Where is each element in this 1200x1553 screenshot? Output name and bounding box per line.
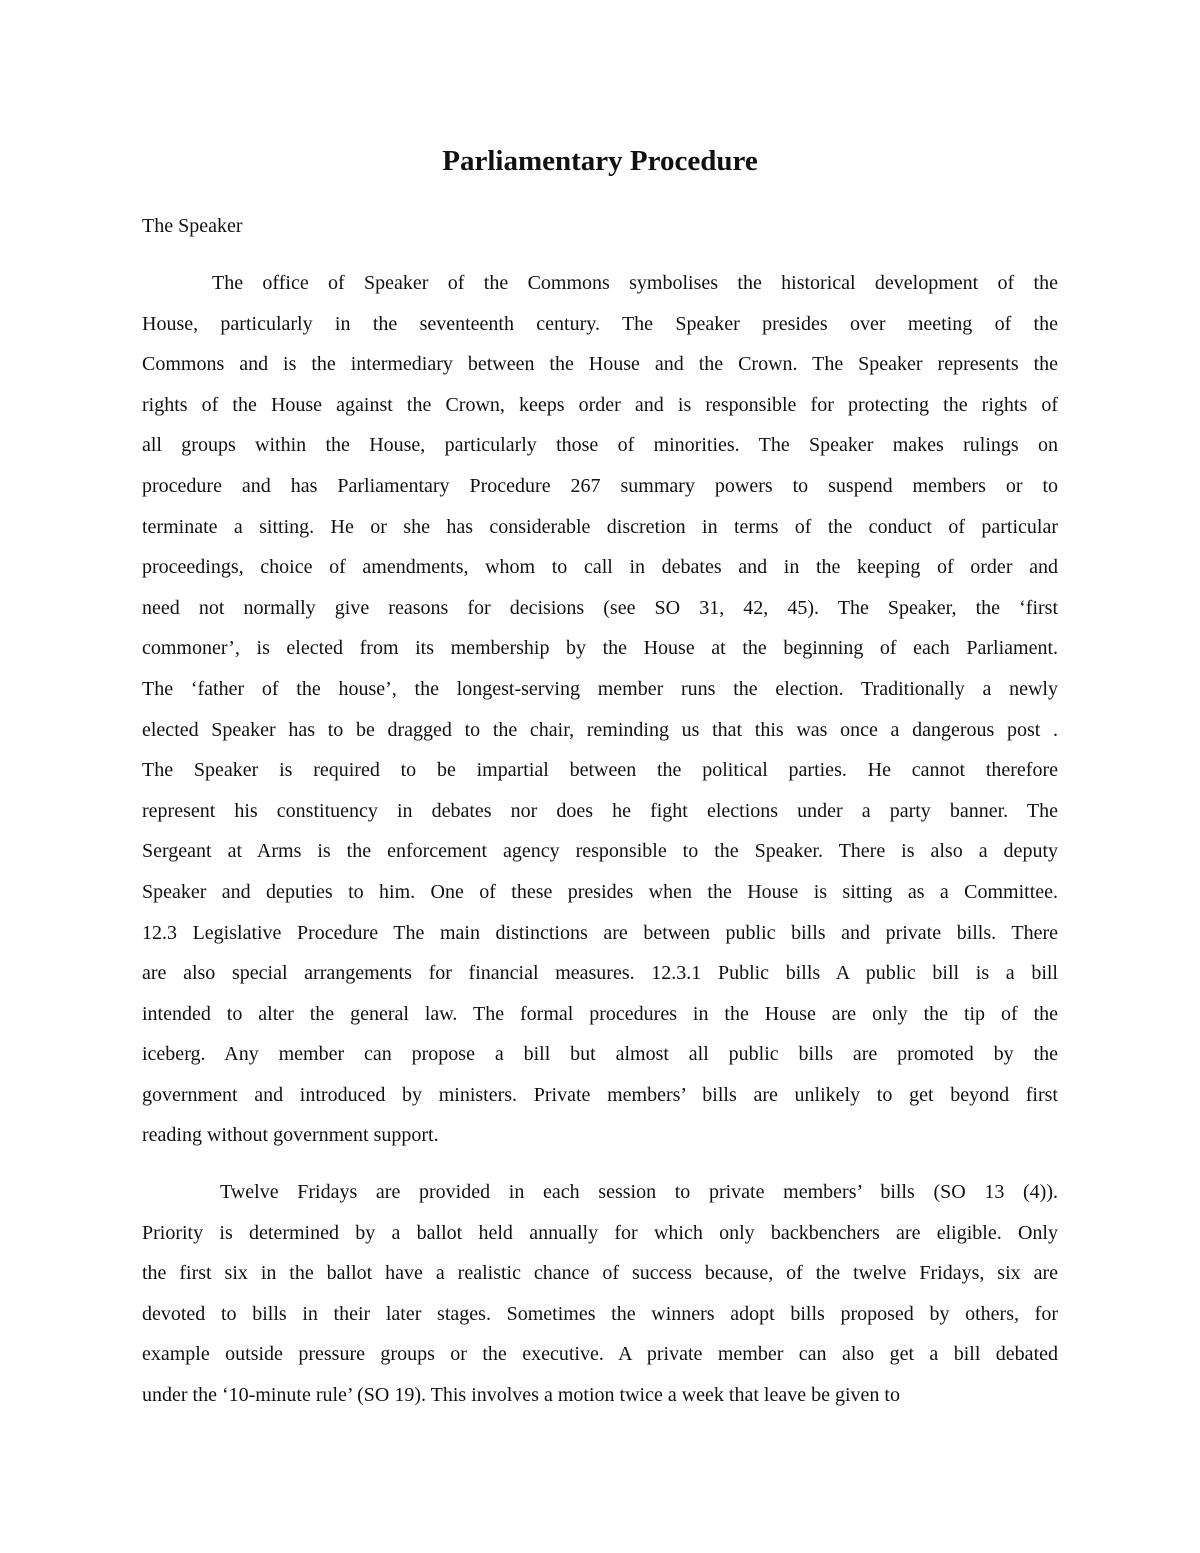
text-line: elected Speaker has to be dragged to the chair, reminding us that this was once a dangerous post . [142,718,1058,741]
text-line: example outside pressure groups or the executive. A private member can also get a bill debated [142,1343,1058,1366]
text-line: represent his constituency in debates nor does he fight elections under a party banner. The [142,799,1058,822]
text-line: reading without government support. [142,1124,439,1147]
text-line: all groups within the House, particularly those of minorities. The Speaker makes rulings on [142,434,1058,457]
text-line: need not normally give reasons for decisions (see SO 31, 42, 45). The Speaker, the ‘first [142,596,1058,619]
text-line: the first six in the ballot have a realistic chance of success because, of the twelve Fridays, six are [142,1262,1058,1285]
text-line: commoner’, is elected from its membership by the House at the beginning of each Parliament. [142,637,1058,660]
text-line: devoted to bills in their later stages. Sometimes the winners adopt bills proposed by others, for [142,1302,1058,1325]
section-heading: The Speaker [142,215,243,237]
text-line: iceberg. Any member can propose a bill but almost all public bills are promoted by the [142,1043,1058,1066]
text-line: rights of the House against the Crown, keeps order and is responsible for protecting the rights of [142,393,1058,416]
text-line: government and introduced by ministers. Private members’ bills are unlikely to get beyond first [142,1083,1058,1106]
text-line: Priority is determined by a ballot held annually for which only backbenchers are eligible. Only [142,1221,1058,1244]
text-line: are also special arrangements for financial measures. 12.3.1 Public bills A public bill is a bill [142,962,1058,985]
text-line: Sergeant at Arms is the enforcement agency responsible to the Speaker. There is also a deputy [142,840,1058,863]
text-line: House, particularly in the seventeenth century. The Speaker presides over meeting of the [142,312,1058,335]
text-line: Speaker and deputies to him. One of these presides when the House is sitting as a Committee. [142,880,1058,903]
paragraph-2 [142,1172,1058,1416]
text-line: under the ‘10-minute rule’ (SO 19). This involves a motion twice a week that leave be given to [142,1383,900,1406]
text-line: procedure and has Parliamentary Procedure 267 summary powers to suspend members or to [142,474,1058,497]
text-line: 12.3 Legislative Procedure The main distinctions are between public bills and private bills. There [142,921,1058,944]
text-line: proceedings, choice of amendments, whom to call in debates and in the keeping of order and [142,556,1058,579]
text-line: Twelve Fridays are provided in each session to private members’ bills (SO 13 (4)). [220,1181,1058,1203]
text-line: Commons and is the intermediary between the House and the Crown. The Speaker represents the [142,353,1058,376]
text-line: terminate a sitting. He or she has considerable discretion in terms of the conduct of particular [142,515,1058,538]
paragraph-1 [142,263,1058,1156]
text-line: The office of Speaker of the Commons symbolises the historical development of the [212,272,1058,294]
text-line: The Speaker is required to be impartial between the political parties. He cannot therefore [142,759,1058,782]
text-line: intended to alter the general law. The formal procedures in the House are only the tip of the [142,1002,1058,1025]
document-title: Parliamentary Procedure [442,145,758,177]
text-line: The ‘father of the house’, the longest-serving member runs the election. Traditionally a newly [142,677,1058,700]
